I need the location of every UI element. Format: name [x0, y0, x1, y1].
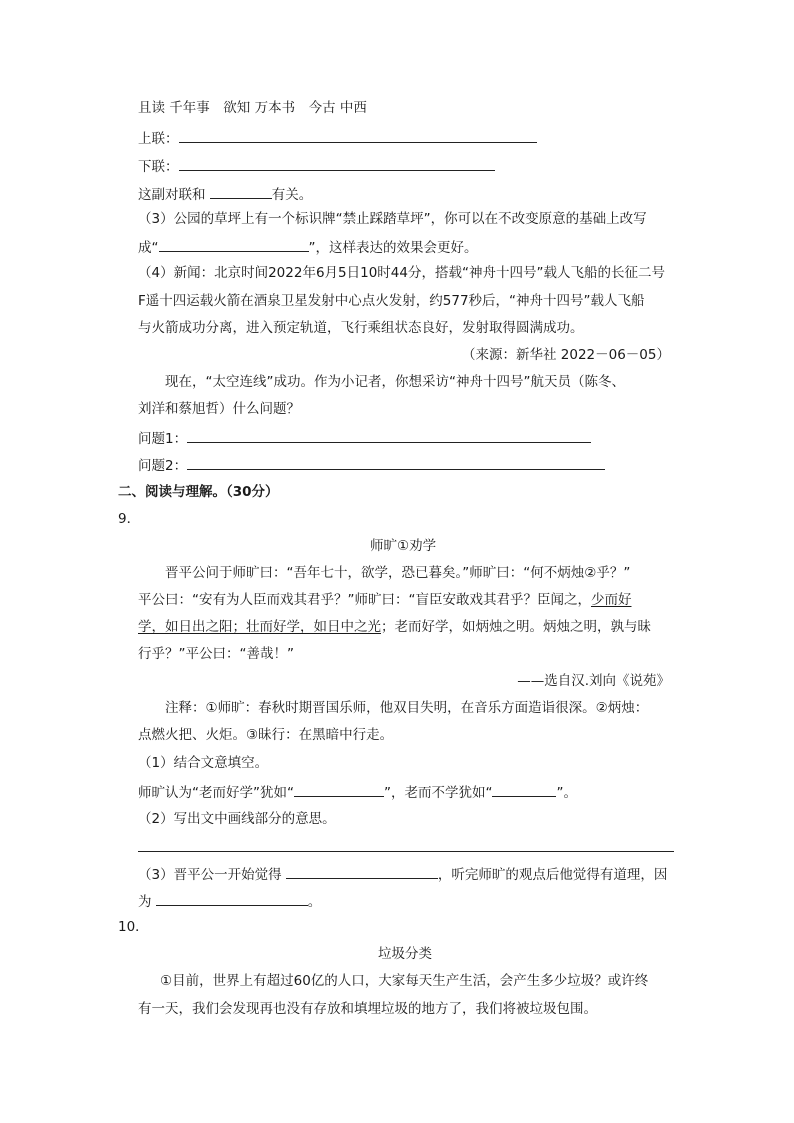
upper-couplet-label: 上联： — [138, 131, 179, 147]
sub3-blank-1[interactable] — [286, 864, 438, 879]
fill-text-b: ”，老而不学犹如“ — [383, 785, 493, 801]
q10-number: 10． — [118, 919, 149, 935]
note-line2: 点燃火把、火炬。③昧行：在黑暗中行走。 — [138, 727, 394, 743]
fill-blank-1[interactable] — [294, 782, 384, 797]
couplet-words: 且读 千年事 欲知 万本书 今古 中西 — [138, 100, 367, 116]
q4-prompt1: 现在，“太空连线”成功。作为小记者，你想采访“神舟十四号”航天员（陈冬、 — [165, 374, 625, 390]
answer-line-sub2[interactable] — [138, 851, 674, 852]
fill-text-c: ”。 — [556, 785, 577, 801]
question1-label: 问题1： — [138, 431, 188, 447]
passage-source: ——选自汉.刘向《说苑》 — [517, 673, 670, 689]
passage-line3 — [138, 618, 651, 636]
q10-line2: 有一天，我们会发现再也没有存放和填埋垃圾的地方了，我们将被垃圾包围。 — [138, 1001, 597, 1017]
question1-blank[interactable] — [187, 428, 591, 443]
underlined-phrase-end: 学，如日出之阳；壮而好学，如日中之光 — [138, 619, 381, 635]
sub-question3-row2 — [138, 891, 321, 911]
upper-couplet-row — [138, 128, 537, 148]
passage-line4: 行乎？”平公曰：“善哉！” — [138, 646, 294, 662]
passage-line1: 晋平公问于师旷曰：“吾年七十，欲学，恐已暮矣。”师旷曰：“何不炳烛②乎？” — [165, 565, 631, 581]
q4-line2: F遥十四运载火箭在酒泉卫星发射中心点火发射，约577秒后，“神舟十四号”载人飞船 — [138, 293, 645, 309]
q9-number: 9． — [118, 511, 141, 527]
q9-title: 师旷①劝学 — [370, 538, 437, 554]
question2-blank[interactable] — [187, 455, 605, 470]
q3-suffix: ”，这样表达的效果会更好。 — [308, 240, 478, 256]
lower-couplet-row — [138, 156, 495, 176]
passage-line3-text: ；老而好学，如炳烛之明。炳烛之明，孰与昧 — [381, 619, 651, 635]
fill-blank-2[interactable] — [492, 782, 556, 797]
sub-question3-row1 — [138, 864, 667, 884]
couplet-topic-row — [138, 184, 312, 204]
couplet-topic-blank[interactable] — [210, 184, 272, 199]
q10-line1: ①目前，世界上有超过60亿的人口，大家每天生产生活，会产生多少垃圾？或许终 — [160, 973, 649, 989]
passage-line2-text: 平公曰：“安有为人臣而戏其君乎？”师旷曰：“盲臣安敢戏其君乎？臣闻之， — [138, 592, 591, 608]
sub3-text-d: 。 — [307, 894, 322, 910]
sub-question1: （1）结合文意填空。 — [138, 755, 269, 771]
sub-question2: （2）写出文中画线部分的意思。 — [138, 811, 336, 827]
q3-blank[interactable] — [159, 237, 309, 252]
sub3-text-c: 为 — [138, 894, 156, 910]
couplet-topic-suffix: 有关。 — [271, 187, 313, 203]
sub3-text-a: （3）晋平公一开始觉得 — [138, 867, 286, 883]
sub3-text-b: ，听完师旷的观点后他觉得有道理，因 — [437, 867, 668, 883]
fill-text-a: 师旷认为“老而好学”犹如“ — [138, 785, 294, 801]
couplet-topic-prefix: 这副对联和 — [138, 187, 210, 203]
note-line1: 注释：①师旷：春秋时期晋国乐师，他双目失明，在音乐方面造诣很深。②炳烛： — [165, 700, 649, 716]
upper-couplet-blank[interactable] — [179, 128, 537, 143]
question2-row — [138, 455, 605, 475]
q4-line3: 与火箭成功分离，进入预定轨道，飞行乘组状态良好，发射取得圆满成功。 — [138, 320, 584, 336]
question2-label: 问题2： — [138, 458, 188, 474]
q3-line2 — [138, 237, 478, 257]
q3-prefix: 成“ — [138, 240, 159, 256]
q4-source: （来源：新华社 2022－06－05） — [461, 347, 670, 363]
section2-heading: 二、阅读与理解。（30分） — [118, 484, 279, 500]
q10-title: 垃圾分类 — [378, 946, 432, 962]
lower-couplet-label: 下联： — [138, 159, 179, 175]
question1-row — [138, 428, 591, 448]
q4-prompt2: 刘洋和蔡旭哲）什么问题？ — [138, 401, 300, 417]
q3-line1: （3）公园的草坪上有一个标识牌“禁止踩踏草坪”，你可以在不改变原意的基础上改写 — [138, 211, 647, 227]
q4-line1: （4）新闻：北京时间2022年6月5日10时44分，搭载“神舟十四号”载人飞船的长征二号 — [138, 265, 665, 281]
passage-line2 — [138, 591, 631, 609]
fill-row — [138, 782, 577, 802]
sub3-blank-2[interactable] — [156, 891, 308, 906]
underlined-phrase-start: 少而好 — [590, 592, 632, 608]
lower-couplet-blank[interactable] — [179, 156, 495, 171]
